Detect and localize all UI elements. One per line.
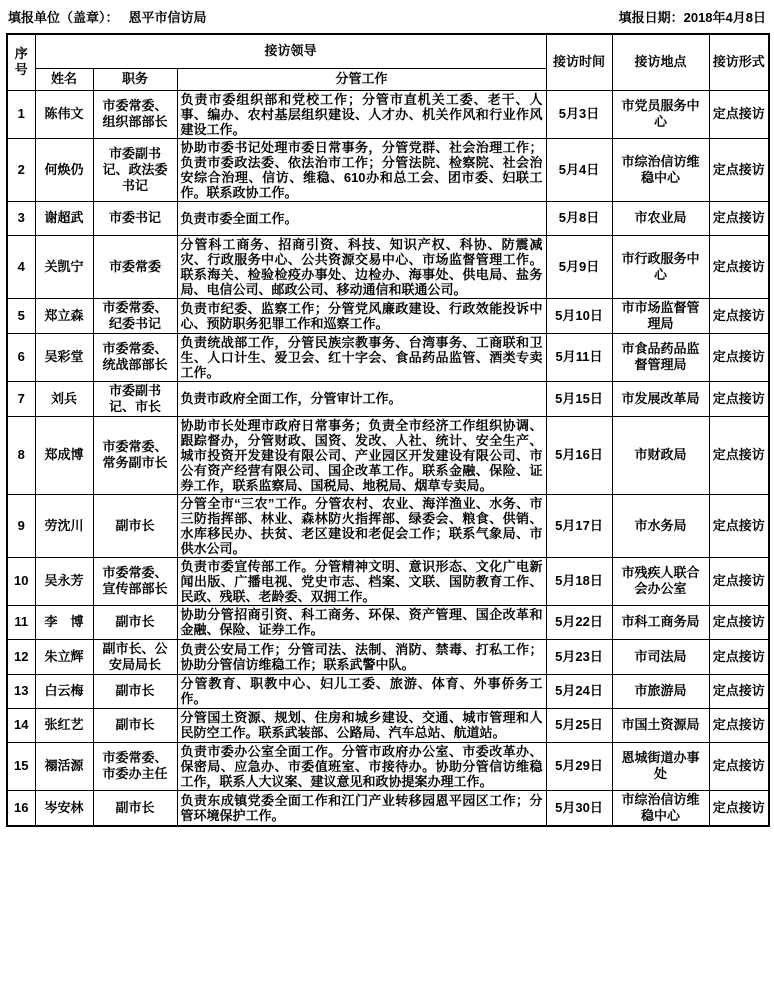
position-cell: 副市长	[93, 790, 177, 826]
name-cell: 朱立辉	[35, 639, 93, 674]
duties-cell: 负责统战部工作，分管民族宗教事务、台湾事务、工商联和卫生、人口计生、爱卫会、红十字会、食品药品监管、酒类专卖工作。	[177, 333, 546, 381]
serial-cell: 12	[7, 639, 35, 674]
duties-cell: 协助市长处理市政府日常事务；负责全市经济工作组织协调、跟踪督办，分管财政、国资、发改、人社、统计、安全生产、城市投资开发建设有限公司、产业园区开发建设有限公司、市公有资产经营有限公司、国企改革工作。联系金融、保险、证券工作，联系监察局、国税局、地税局、烟草专卖局。	[177, 416, 546, 494]
table-row	[7, 235, 769, 298]
date-cell: 5月17日	[546, 494, 612, 557]
reporting-unit-value: 恩平市信访局	[128, 10, 207, 25]
position-cell: 市委常委	[93, 235, 177, 298]
position-cell: 副市长	[93, 494, 177, 557]
duties-cell: 分管教育、职教中心、妇儿工委、旅游、体育、外事侨务工作。	[177, 674, 546, 708]
form-cell: 定点接访	[709, 742, 769, 790]
location-cell: 市行政服务中心	[612, 235, 709, 298]
form-cell: 定点接访	[709, 639, 769, 674]
position-cell: 市委副书记、政法委书记	[93, 138, 177, 201]
petition-reception-schedule-table	[6, 33, 770, 827]
date-cell: 5月16日	[546, 416, 612, 494]
table-row	[7, 708, 769, 742]
duties-cell: 分管全市“三农”工作。分管农村、农业、海洋渔业、水务、市三防指挥部、林业、森林防火指挥部、绿委会、粮食、供销、水库移民办、扶贫、老区建设和老促会工作；联系气象局、市供水公司。	[177, 494, 546, 557]
column-header-time: 接访时间	[546, 34, 612, 90]
table-row	[7, 416, 769, 494]
duties-cell: 负责市纪委、监察工作；分管党风廉政建设、行政效能投诉中心、预防职务犯罪工作和巡察工作。	[177, 298, 546, 333]
table-row	[7, 381, 769, 416]
table-row	[7, 138, 769, 201]
name-cell: 禤活源	[35, 742, 93, 790]
location-cell: 市综治信访维稳中心	[612, 790, 709, 826]
serial-cell: 7	[7, 381, 35, 416]
position-cell: 副市长	[93, 708, 177, 742]
form-cell: 定点接访	[709, 605, 769, 639]
serial-cell: 8	[7, 416, 35, 494]
form-header	[0, 0, 774, 33]
form-cell: 定点接访	[709, 708, 769, 742]
form-cell: 定点接访	[709, 494, 769, 557]
table-row	[7, 201, 769, 235]
form-cell: 定点接访	[709, 416, 769, 494]
table-row	[7, 742, 769, 790]
column-header-serial: 序号	[7, 34, 35, 90]
column-header-duties: 分管工作	[177, 68, 546, 90]
table-row	[7, 333, 769, 381]
location-cell: 市科工商务局	[612, 605, 709, 639]
table-row	[7, 639, 769, 674]
serial-cell: 2	[7, 138, 35, 201]
date-cell: 5月11日	[546, 333, 612, 381]
date-cell: 5月29日	[546, 742, 612, 790]
name-cell: 陈伟文	[35, 90, 93, 138]
position-cell: 市委常委、宣传部部长	[93, 557, 177, 605]
name-cell: 何焕仍	[35, 138, 93, 201]
position-cell: 副市长	[93, 674, 177, 708]
serial-cell: 15	[7, 742, 35, 790]
name-cell: 刘兵	[35, 381, 93, 416]
name-cell: 劳沈川	[35, 494, 93, 557]
date-cell: 5月30日	[546, 790, 612, 826]
position-cell: 副市长、公安局局长	[93, 639, 177, 674]
serial-cell: 14	[7, 708, 35, 742]
serial-cell: 6	[7, 333, 35, 381]
serial-cell: 3	[7, 201, 35, 235]
serial-cell: 13	[7, 674, 35, 708]
duties-cell: 负责市委办公室全面工作。分管市政府办公室、市委改革办、保密局、应急办、市委值班室、市接待办。协助分管信访维稳工作，联系人大议案、建议意见和政协提案办理工作。	[177, 742, 546, 790]
date-cell: 5月22日	[546, 605, 612, 639]
name-cell: 吴彩堂	[35, 333, 93, 381]
reporting-date-value: 2018年4月8日	[683, 10, 766, 25]
duties-cell: 协助分管招商引资、科工商务、环保、资产管理、国企改革和金融、保险、证券工作。	[177, 605, 546, 639]
form-cell: 定点接访	[709, 138, 769, 201]
duties-cell: 负责市委全面工作。	[177, 201, 546, 235]
table-body	[7, 90, 769, 826]
date-cell: 5月15日	[546, 381, 612, 416]
position-cell: 市委常委、组织部部长	[93, 90, 177, 138]
position-cell: 市委副书记、市长	[93, 381, 177, 416]
position-cell: 市委常委、市委办主任	[93, 742, 177, 790]
form-cell: 定点接访	[709, 790, 769, 826]
reporting-date	[619, 10, 766, 26]
reporting-unit-label: 填报单位（盖章）：	[8, 10, 119, 25]
location-cell: 恩城街道办事处	[612, 742, 709, 790]
serial-cell: 10	[7, 557, 35, 605]
form-cell: 定点接访	[709, 90, 769, 138]
form-cell: 定点接访	[709, 557, 769, 605]
location-cell: 市农业局	[612, 201, 709, 235]
duties-cell: 负责公安局工作；分管司法、法制、消防、禁毒、打私工作；协助分管信访维稳工作；联系武警中队。	[177, 639, 546, 674]
column-header-leaders-group: 接访领导	[35, 34, 546, 68]
name-cell: 岑安林	[35, 790, 93, 826]
position-cell: 市委常委、统战部部长	[93, 333, 177, 381]
name-cell: 郑成博	[35, 416, 93, 494]
duties-cell: 分管科工商务、招商引资、科技、知识产权、科协、防震减灾、行政服务中心、公共资源交易中心、市场监督管理工作。联系海关、检验检疫办事处、边检办、海事处、供电局、盐务局、电信公司、邮政公司、移动通信和联通公司。	[177, 235, 546, 298]
serial-cell: 16	[7, 790, 35, 826]
duties-cell: 负责市委宣传部工作。分管精神文明、意识形态、文化广电新闻出版、广播电视、党史市志、档案、文联、国防教育工作、民政、残联、老龄委、双拥工作。	[177, 557, 546, 605]
column-header-location: 接访地点	[612, 34, 709, 90]
date-cell: 5月4日	[546, 138, 612, 201]
serial-cell: 11	[7, 605, 35, 639]
duties-cell: 负责市政府全面工作，分管审计工作。	[177, 381, 546, 416]
name-cell: 李 博	[35, 605, 93, 639]
duties-cell: 负责东成镇党委全面工作和江门产业转移园恩平园区工作；分管环境保护工作。	[177, 790, 546, 826]
column-header-name: 姓名	[35, 68, 93, 90]
form-cell: 定点接访	[709, 201, 769, 235]
position-cell: 市委书记	[93, 201, 177, 235]
location-cell: 市市场监督管理局	[612, 298, 709, 333]
name-cell: 吴永芳	[35, 557, 93, 605]
serial-cell: 1	[7, 90, 35, 138]
serial-cell: 5	[7, 298, 35, 333]
duties-cell: 协助市委书记处理市委日常事务，分管党群、社会治理工作；负责市委政法委、依法治市工作；分管法院、检察院、社会治安综合治理、信访、维稳、610办和总工会、团市委、妇联工作。联系政协工作。	[177, 138, 546, 201]
table-row	[7, 605, 769, 639]
form-cell: 定点接访	[709, 298, 769, 333]
table-row	[7, 298, 769, 333]
column-header-form: 接访形式	[709, 34, 769, 90]
duties-cell: 负责市委组织部和党校工作；分管市直机关工委、老干、人事、编办、农村基层组织建设、人才办、机关作风和行业作风建设工作。	[177, 90, 546, 138]
position-cell: 副市长	[93, 605, 177, 639]
location-cell: 市司法局	[612, 639, 709, 674]
serial-cell: 4	[7, 235, 35, 298]
duties-cell: 分管国土资源、规划、住房和城乡建设、交通、城市管理和人民防空工作。联系武装部、公路局、汽车总站、航道站。	[177, 708, 546, 742]
location-cell: 市残疾人联合会办公室	[612, 557, 709, 605]
form-cell: 定点接访	[709, 333, 769, 381]
date-cell: 5月24日	[546, 674, 612, 708]
location-cell: 市综治信访维稳中心	[612, 138, 709, 201]
date-cell: 5月8日	[546, 201, 612, 235]
date-cell: 5月25日	[546, 708, 612, 742]
date-cell: 5月9日	[546, 235, 612, 298]
serial-cell: 9	[7, 494, 35, 557]
name-cell: 谢超武	[35, 201, 93, 235]
name-cell: 郑立森	[35, 298, 93, 333]
location-cell: 市国土资源局	[612, 708, 709, 742]
date-cell: 5月23日	[546, 639, 612, 674]
table-row	[7, 90, 769, 138]
table-row	[7, 557, 769, 605]
table-row	[7, 674, 769, 708]
name-cell: 张红艺	[35, 708, 93, 742]
location-cell: 市发展改革局	[612, 381, 709, 416]
date-cell: 5月10日	[546, 298, 612, 333]
form-cell: 定点接访	[709, 381, 769, 416]
form-cell: 定点接访	[709, 235, 769, 298]
table-row	[7, 790, 769, 826]
position-cell: 市委常委、纪委书记	[93, 298, 177, 333]
name-cell: 白云梅	[35, 674, 93, 708]
location-cell: 市旅游局	[612, 674, 709, 708]
form-cell: 定点接访	[709, 674, 769, 708]
location-cell: 市财政局	[612, 416, 709, 494]
table-row	[7, 494, 769, 557]
name-cell: 关凯宁	[35, 235, 93, 298]
date-cell: 5月3日	[546, 90, 612, 138]
location-cell: 市党员服务中心	[612, 90, 709, 138]
reporting-unit	[8, 10, 207, 26]
reporting-date-label: 填报日期：	[618, 10, 684, 25]
location-cell: 市水务局	[612, 494, 709, 557]
position-cell: 市委常委、常务副市长	[93, 416, 177, 494]
location-cell: 市食品药品监督管理局	[612, 333, 709, 381]
column-header-position: 职务	[93, 68, 177, 90]
date-cell: 5月18日	[546, 557, 612, 605]
